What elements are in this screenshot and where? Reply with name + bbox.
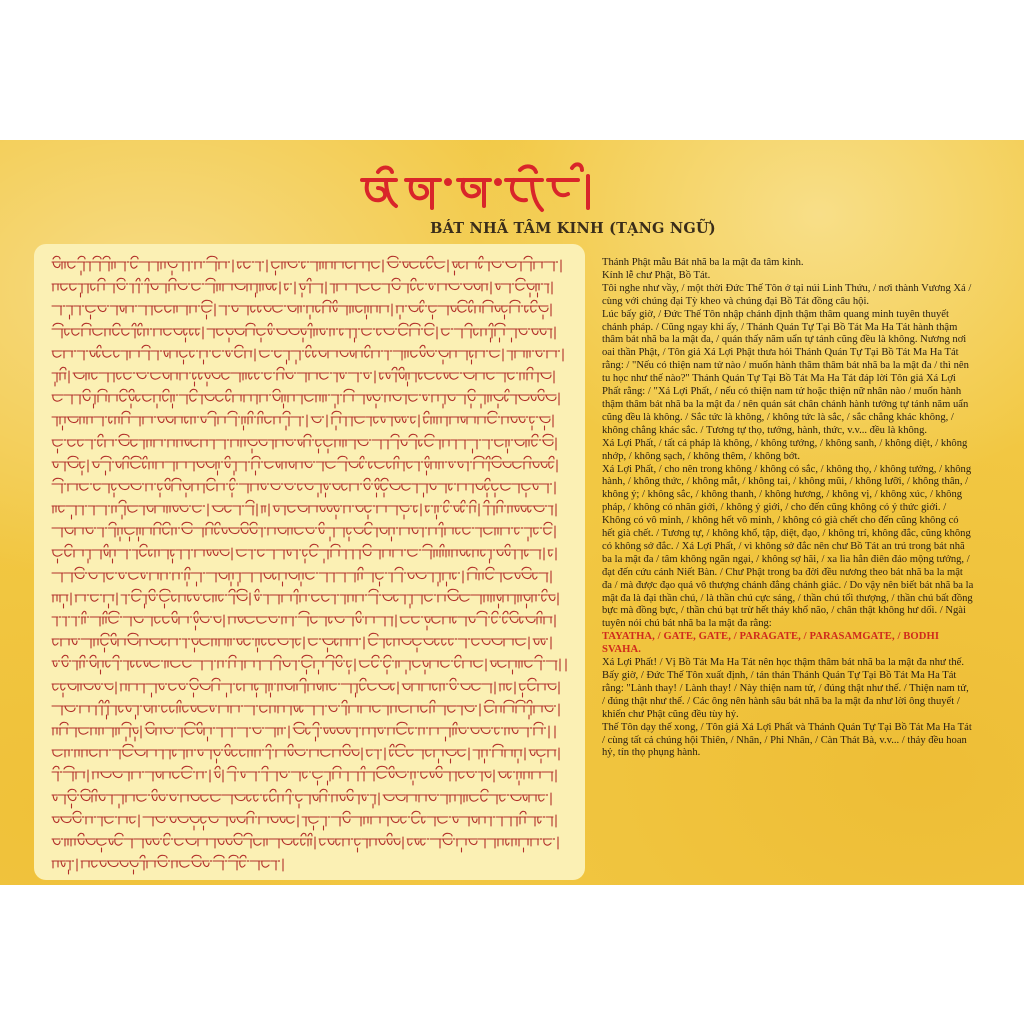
poster <box>0 140 1024 885</box>
tibetan-text-panel <box>34 244 585 880</box>
tibetan-title-calligraphy <box>356 158 596 216</box>
tibetan-text-line <box>50 343 570 365</box>
tibetan-text-line <box>50 631 570 653</box>
tibetan-text-line <box>50 653 570 675</box>
tibetan-text-line <box>50 498 570 520</box>
tibetan-text-line <box>50 809 570 831</box>
tibetan-text-line <box>50 409 570 431</box>
paragraph: Xá Lợi Phất! / Vị Bồ Tát Ma Ha Tát nên học thậm thâm bát nhã ba la mật đa như thế. Bấy giờ, / Đức Thế Tôn xuất định, / tán thán Thánh Quán Tự Tại Bồ Tát Ma Ha Tát rằng: "Lành thay! / Lành thay! / Này thiện nam tử, / đúng thật như thế. / Thiện nam tử, / đúng thật như thế. / Các ông nên hành sâu bát nhã ba la mật đa như lời ông thuyết / khiến chư Phật cũng đều tùy hỷ. <box>602 657 969 720</box>
tibetan-text-lines <box>50 254 570 875</box>
paragraph: Tôi nghe như vầy, / một thời Đức Thế Tôn ở tại núi Linh Thứu, / nơi thành Vương Xá / cùng với chúng đại Tỳ kheo và chúng đại Bồ Tát đồng câu hội. <box>602 282 972 307</box>
tibetan-text-line <box>50 787 570 809</box>
paragraph: Xá Lợi Phất, / tất cả pháp là không, / không tướng, / không sanh, / không diệt, / không nhớp, / không sạch, / không thêm, / không bớt. <box>602 437 968 462</box>
tibetan-text-line <box>50 387 570 409</box>
paragraph: Xá Lợi Phất, / cho nên trong không / không có sắc, / không thọ, / không tưởng, / không hành, / không thức, / không mắt, / không tai, / không mũi, / không lưỡi, / không thân, / không ý; / không sắc, / không thanh, / không hương, / không vị, / không xúc, / không pháp, / không có nhãn giới, / không ý giới, / cho đến cũng không có ý thức giới. / Không có vô minh, / không hết vô minh, / không có già chết cho đến cũng không có hết già chết. / Tương tự, / không khổ, tập, diệt, đạo, / không trí, không đắc, cũng không có không sở đắc. / Xá Lợi Phất, / vì không sở đắc nên chư Bồ Tát an trú trong bát nhã ba la mật đa / tâm không ngăn ngại, / không sợ hãi, / xa lìa hẳn điên đảo mộng tưởng, / đạt đến cứu cánh Niết Bàn. / Chư Phật trong ba đời đều nương theo bát nhã ba la mật đa / mà được đạo quả vô thượng chánh đẳng chánh giác. / Do vậy nên biết bát nhã ba la mật đa là đại thần chú, / là thần chú cực sáng, / thần chú tối thượng, / thần chú bất đồng bực mà đồng bực, / thần chú bạt trừ hết thảy khổ não, / chân thật không hư dối. / Ngài tuyên nói chú bát nhã ba la mật đa rằng: <box>602 463 974 630</box>
tibetan-text-line <box>50 764 570 786</box>
tibetan-text-line <box>50 565 570 587</box>
tibetan-text-line <box>50 476 570 498</box>
tibetan-text-line <box>50 432 570 454</box>
mantra: TAYATHA, / GATE, GATE, / PARAGATE, / PARASAMGATE, / BODHI SVAHA. <box>602 631 940 656</box>
tibetan-text-line <box>50 720 570 742</box>
tibetan-text-line <box>50 609 570 631</box>
tibetan-text-line <box>50 742 570 764</box>
tibetan-text-line <box>50 542 570 564</box>
paragraph: Thánh Phật mẫu Bát nhã ba la mật đa tâm kinh. <box>602 257 804 268</box>
tibetan-text-line <box>50 698 570 720</box>
tibetan-text-line <box>50 587 570 609</box>
tibetan-text-line <box>50 254 570 276</box>
paragraph: Lúc bấy giờ, / Đức Thế Tôn nhập chánh định thậm thâm quang minh tuyên thuyết chánh pháp. / Cũng ngay khi ấy, / Thánh Quán Tự Tại Bồ Tát Ma Ha Tát hành thậm thâm bát nhã ba la mật đa, / quán thấy năm uẩn tự tánh cũng đều là không. Nương nơi oai thần Phật, / Tôn giả Xá Lợi Phật thưa hỏi Thánh Quán Tự Tại Bồ Tát Ma Ha Tát rằng: / "Nếu có thiện nam tử nào / muốn hành thâm thâm bát nhã ba la mật đa / thì nên tu học như thế nào?" Thánh Quán Tự Tại Bồ Tát Ma Ha Tát đáp lời Tôn giả Xá Lợi Phất rằng: / "Xá Lợi Phất, / nếu có thiện nam tử hoặc thiện nữ nhân nào / muốn hành thậm thâm bát nhã ba la mật đa / nên quán sát chân chánh hành tướng tự tánh năm uẩn cũng đều là không. / Sắc tức là không, / không tức là sắc, / sắc chẳng khác không, / không chẳng khác sắc. / Tương tự thọ, tưởng, hành, thức, v.v... đều là không. <box>602 308 969 436</box>
tibetan-text-line <box>50 520 570 542</box>
page-title: BÁT NHÃ TÂM KINH (TẠNG NGỮ) <box>430 220 716 237</box>
paragraph: Thế Tôn dạy thế xong, / Tôn giả Xá Lợi Phất và Thánh Quán Tự Tại Bồ Tát Ma Ha Tát / cùng tất cả chúng hội Thiên, / Nhân, / Phi Nhân, / Càn Thát Bà, v.v... / thảy đều hoan hỷ, tín thọ phụng hành. <box>602 721 972 759</box>
paragraph: Kính lễ chư Phật, Bồ Tát. <box>602 269 711 281</box>
tibetan-text-line <box>50 454 570 476</box>
tibetan-text-line <box>50 853 570 875</box>
tibetan-text-line <box>50 831 570 853</box>
tibetan-text-line <box>50 298 570 320</box>
tibetan-text-line <box>50 321 570 343</box>
tibetan-text-line <box>50 676 570 698</box>
tibetan-text-line <box>50 276 570 298</box>
tibetan-text-line <box>50 365 570 387</box>
vietnamese-translation <box>602 257 974 760</box>
